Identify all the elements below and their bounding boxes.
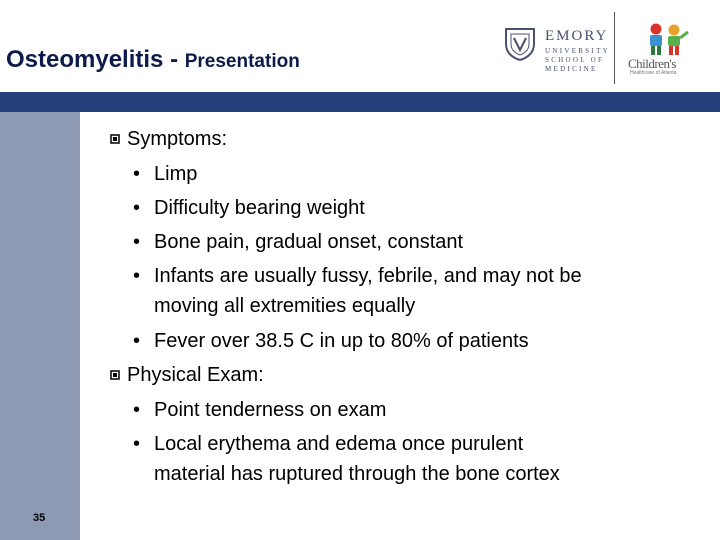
logo-divider — [614, 12, 615, 84]
erythema-line-1: Local erythema and edema once purulent — [154, 433, 524, 455]
childrens-tagline: Healthcare of Atlanta — [630, 70, 677, 76]
side-bar — [0, 112, 80, 540]
bullet-dot-icon: • — [133, 231, 141, 253]
emory-line-3: MEDICINE — [545, 65, 598, 73]
bullet-dot-icon: • — [133, 163, 141, 185]
bullet-dot-icon: • — [133, 197, 141, 219]
infants-line-2: moving all extremities equally — [154, 295, 416, 317]
emory-shield-icon — [503, 26, 537, 62]
childrens-name: Children's — [628, 56, 676, 71]
bullet-dot-icon: • — [133, 399, 141, 421]
symptom-item: Bone pain, gradual onset, constant — [154, 231, 464, 253]
emory-line-2: SCHOOL OF — [545, 56, 605, 64]
bullet-dot-icon: • — [133, 265, 141, 287]
symptom-item: Difficulty bearing weight — [154, 197, 365, 219]
square-bullet-icon — [110, 134, 120, 144]
symptom-item: Limp — [154, 163, 198, 185]
erythema-line-2: material has ruptured through the bone cortex — [154, 463, 560, 485]
emory-line-1: UNIVERSITY — [545, 47, 610, 55]
emory-name: EMORY — [545, 28, 609, 44]
slide-title — [6, 46, 300, 74]
title-subtitle: Presentation — [184, 51, 300, 72]
emory-logo — [503, 18, 613, 78]
title-separator: - — [163, 46, 185, 73]
childrens-figures-icon — [642, 22, 692, 56]
symptoms-heading: Symptoms: — [127, 128, 228, 150]
fever-item: Fever over 38.5 C in up to 80% of patients — [154, 330, 529, 352]
page-number: 35 — [33, 512, 46, 524]
exam-heading: Physical Exam: — [127, 364, 264, 386]
bullet-dot-icon: • — [133, 433, 141, 455]
title-main: Osteomyelitis — [6, 46, 164, 73]
exam-item: Point tenderness on exam — [154, 399, 387, 421]
square-bullet-icon — [110, 370, 120, 380]
bullet-dot-icon: • — [133, 330, 141, 352]
childrens-logo — [628, 22, 698, 82]
infants-line-1: Infants are usually fussy, febrile, and may not be — [154, 265, 582, 287]
header-bar — [0, 92, 720, 112]
